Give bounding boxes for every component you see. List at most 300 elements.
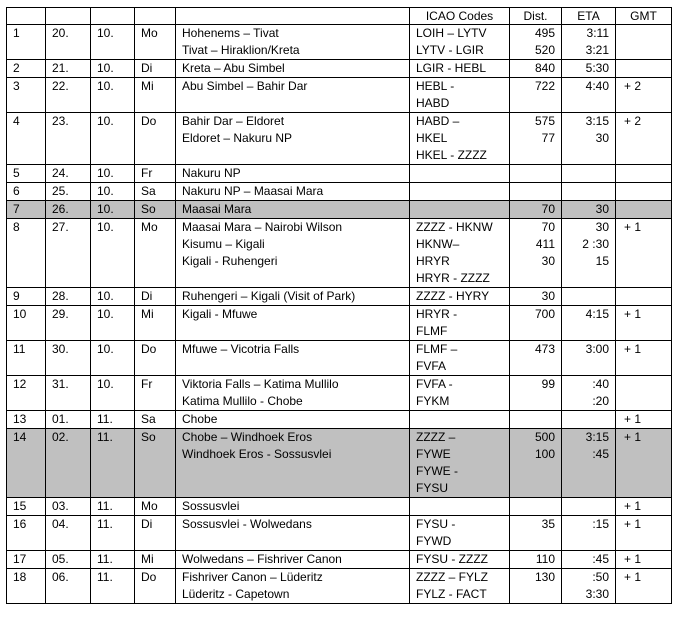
row-index-empty-line	[13, 95, 45, 112]
row-icao-line: ZZZZ – FYLZ	[416, 570, 488, 584]
row-route-line: Kigali - Ruhengeri	[182, 254, 278, 268]
row-icao-line: FYWE -	[416, 464, 458, 478]
row-dist-empty-line	[510, 183, 555, 200]
row-day-line: 25.	[52, 184, 69, 198]
row-index	[7, 288, 46, 306]
row-icao	[410, 25, 510, 60]
row-index-line: 3	[13, 79, 20, 93]
row-route	[176, 516, 410, 551]
row-month	[91, 498, 135, 516]
row-gmt	[616, 411, 672, 429]
row-gmt	[616, 376, 672, 411]
row-weekday-empty-line	[141, 393, 175, 410]
row-index	[7, 219, 46, 288]
table-body	[7, 25, 672, 604]
row-month-line: 10.	[97, 166, 114, 180]
row-icao-line: FYSU -	[416, 517, 456, 531]
row-weekday-line: Mi	[141, 307, 154, 321]
row-gmt	[616, 341, 672, 376]
row-dist-empty-line	[510, 498, 555, 515]
row-dist	[510, 341, 562, 376]
row-icao	[410, 113, 510, 165]
table-row	[7, 78, 672, 113]
row-eta-empty-line	[562, 480, 609, 497]
table-row	[7, 183, 672, 201]
row-day-line: 28.	[52, 289, 69, 303]
table-row	[7, 25, 672, 60]
row-day-line: 23.	[52, 114, 69, 128]
row-month-empty-line	[97, 480, 134, 497]
row-eta-line: :15	[592, 517, 609, 531]
row-index-line: 8	[13, 220, 20, 234]
row-dist-line: 70	[541, 202, 555, 216]
row-month-line: 10.	[97, 79, 114, 93]
row-day-empty-line	[52, 323, 90, 340]
row-route-line: Maasai Mara	[182, 202, 252, 216]
row-dist	[510, 516, 562, 551]
table-header-row	[7, 8, 672, 25]
row-icao-line: FVFA	[416, 359, 447, 373]
row-dist-line: 520	[534, 43, 555, 57]
row-month-line: 10.	[97, 307, 114, 321]
row-dist-line: 500	[534, 430, 555, 444]
row-icao-empty-line	[416, 183, 509, 200]
row-weekday-line: Do	[141, 570, 157, 584]
row-day	[46, 183, 91, 201]
row-eta	[562, 306, 616, 341]
row-day-line: 21.	[52, 61, 69, 75]
row-index-line: 6	[13, 184, 20, 198]
row-month-line: 11.	[97, 412, 113, 426]
row-icao-line: FYKM	[416, 394, 450, 408]
row-weekday	[135, 429, 176, 498]
row-dist-line: 77	[541, 131, 555, 145]
row-route-line: Lüderitz - Capetown	[182, 587, 290, 601]
row-weekday	[135, 516, 176, 551]
row-icao	[410, 376, 510, 411]
row-day-line: 26.	[52, 202, 69, 216]
row-icao	[410, 60, 510, 78]
row-gmt-empty-line	[624, 393, 671, 410]
row-icao-empty-line	[416, 165, 509, 182]
row-gmt-empty-line	[624, 25, 671, 42]
row-dist-line: 130	[534, 570, 555, 584]
row-gmt	[616, 551, 672, 569]
row-index	[7, 376, 46, 411]
row-month-empty-line	[97, 446, 134, 463]
row-dist-empty-line	[510, 411, 555, 428]
row-day	[46, 551, 91, 569]
row-index-line: 2	[13, 61, 20, 75]
row-route-line: Kigali - Mfuwe	[182, 307, 258, 321]
row-weekday-empty-line	[141, 253, 175, 270]
row-eta-line: :45	[592, 447, 609, 461]
row-weekday-empty-line	[141, 130, 175, 147]
row-day-empty-line	[52, 358, 90, 375]
row-dist	[510, 60, 562, 78]
row-gmt-line: + 1	[624, 499, 642, 513]
row-eta-line: :20	[592, 394, 609, 408]
row-gmt-line: + 2	[624, 79, 642, 93]
row-eta-line: 3:21	[585, 43, 609, 57]
row-weekday-empty-line	[141, 463, 175, 480]
row-gmt-empty-line	[624, 165, 671, 182]
row-icao	[410, 429, 510, 498]
row-index-empty-line	[13, 236, 45, 253]
row-gmt-line: + 1	[624, 517, 642, 531]
row-dist	[510, 376, 562, 411]
row-weekday-empty-line	[141, 533, 175, 550]
row-month	[91, 165, 135, 183]
row-day-empty-line	[52, 393, 90, 410]
row-day	[46, 288, 91, 306]
row-gmt	[616, 516, 672, 551]
row-month-empty-line	[97, 533, 134, 550]
row-gmt	[616, 25, 672, 60]
row-weekday-line: Di	[141, 289, 153, 303]
row-day	[46, 498, 91, 516]
row-month-line: 11.	[97, 430, 113, 444]
row-index-line: 18	[13, 570, 27, 584]
header-day	[46, 8, 91, 25]
row-day-empty-line	[52, 586, 90, 603]
row-route	[176, 60, 410, 78]
row-index	[7, 78, 46, 113]
row-day-line: 22.	[52, 79, 69, 93]
row-route-line: Eldoret – Nakuru NP	[182, 131, 293, 145]
row-gmt-line: + 1	[624, 412, 642, 426]
row-route-empty-line	[182, 533, 409, 550]
header-gmt: GMT	[616, 8, 672, 25]
row-icao-line: FYSU - ZZZZ	[416, 552, 488, 566]
row-month-empty-line	[97, 147, 134, 164]
header-route	[176, 8, 410, 25]
row-route	[176, 219, 410, 288]
row-index	[7, 25, 46, 60]
row-month-empty-line	[97, 42, 134, 59]
row-weekday-line: Mo	[141, 499, 158, 513]
row-month-line: 10.	[97, 184, 114, 198]
row-month-line: 10.	[97, 202, 114, 216]
row-month	[91, 219, 135, 288]
row-gmt	[616, 219, 672, 288]
row-eta	[562, 411, 616, 429]
row-dist-empty-line	[510, 358, 555, 375]
table-row	[7, 306, 672, 341]
row-index-empty-line	[13, 253, 45, 270]
row-route	[176, 429, 410, 498]
row-icao	[410, 219, 510, 288]
row-icao	[410, 341, 510, 376]
row-dist-empty-line	[510, 147, 555, 164]
row-gmt	[616, 113, 672, 165]
row-route-line: Bahir Dar – Eldoret	[182, 114, 285, 128]
row-month-empty-line	[97, 463, 134, 480]
row-dist-empty-line	[510, 95, 555, 112]
row-route-line: Kreta – Abu Simbel	[182, 61, 285, 75]
row-icao-line: HRYR - ZZZZ	[416, 271, 490, 285]
row-dist-line: 99	[541, 377, 555, 391]
row-month	[91, 429, 135, 498]
row-eta	[562, 219, 616, 288]
row-route-line: Sossusvlei	[182, 499, 240, 513]
row-day-empty-line	[52, 446, 90, 463]
row-eta-line: 4:40	[585, 79, 609, 93]
row-gmt-line: + 2	[624, 114, 642, 128]
row-gmt	[616, 498, 672, 516]
row-eta-empty-line	[562, 165, 609, 182]
row-index-empty-line	[13, 533, 45, 550]
row-day	[46, 516, 91, 551]
row-route-empty-line	[182, 358, 409, 375]
row-eta-empty-line	[562, 498, 609, 515]
row-eta	[562, 498, 616, 516]
row-dist-line: 70	[541, 220, 555, 234]
row-day	[46, 78, 91, 113]
row-route-line: Hohenems – Tivat	[182, 26, 279, 40]
row-icao-line: LYTV - LGIR	[416, 43, 484, 57]
row-gmt-empty-line	[624, 95, 671, 112]
table-row	[7, 201, 672, 219]
row-icao-line: FYLZ - FACT	[416, 587, 487, 601]
row-weekday-empty-line	[141, 358, 175, 375]
row-index-line: 14	[13, 430, 27, 444]
row-weekday-empty-line	[141, 446, 175, 463]
row-route-line: Wolwedans – Fishriver Canon	[182, 552, 342, 566]
row-route	[176, 498, 410, 516]
row-day-line: 20.	[52, 26, 69, 40]
row-month	[91, 376, 135, 411]
row-eta	[562, 78, 616, 113]
row-route-empty-line	[182, 95, 409, 112]
row-icao	[410, 498, 510, 516]
row-day-empty-line	[52, 463, 90, 480]
row-month	[91, 551, 135, 569]
row-weekday	[135, 376, 176, 411]
table-row	[7, 165, 672, 183]
header-icao: ICAO Codes	[410, 8, 510, 25]
row-eta	[562, 60, 616, 78]
row-gmt-empty-line	[624, 42, 671, 59]
row-icao	[410, 165, 510, 183]
row-month-line: 10.	[97, 26, 114, 40]
row-day-empty-line	[52, 480, 90, 497]
row-icao	[410, 183, 510, 201]
row-route-empty-line	[182, 463, 409, 480]
row-month-line: 11.	[97, 570, 113, 584]
row-route-line: Mfuwe – Vicotria Falls	[182, 342, 300, 356]
row-gmt-line: + 1	[624, 570, 642, 584]
row-eta-empty-line	[562, 463, 609, 480]
row-icao-empty-line	[416, 201, 509, 218]
row-eta-empty-line	[562, 288, 609, 305]
row-month	[91, 60, 135, 78]
row-dist-line: 840	[534, 61, 555, 75]
row-month	[91, 341, 135, 376]
row-gmt-empty-line	[624, 60, 671, 77]
row-eta	[562, 113, 616, 165]
row-weekday	[135, 113, 176, 165]
row-route-line: Tivat – Hiraklion/Kreta	[182, 43, 300, 57]
row-dist	[510, 78, 562, 113]
row-index-line: 12	[13, 377, 27, 391]
row-month	[91, 411, 135, 429]
row-month	[91, 78, 135, 113]
row-day-line: 02.	[52, 430, 69, 444]
row-route-line: Ruhengeri – Kigali (Visit of Park)	[182, 289, 356, 303]
row-day-empty-line	[52, 130, 90, 147]
row-route	[176, 341, 410, 376]
row-dist-line: 495	[534, 26, 555, 40]
row-route	[176, 201, 410, 219]
row-gmt	[616, 288, 672, 306]
row-month	[91, 201, 135, 219]
row-icao-line: HKNW–	[416, 237, 460, 251]
row-index-empty-line	[13, 130, 45, 147]
row-gmt-empty-line	[624, 586, 671, 603]
row-route	[176, 78, 410, 113]
row-weekday-line: Sa	[141, 184, 156, 198]
row-day	[46, 25, 91, 60]
row-eta-line: 2 :30	[582, 237, 609, 251]
row-weekday	[135, 306, 176, 341]
row-icao-empty-line	[416, 498, 509, 515]
row-month-empty-line	[97, 586, 134, 603]
row-gmt-empty-line	[624, 446, 671, 463]
row-index	[7, 551, 46, 569]
row-route	[176, 25, 410, 60]
row-weekday	[135, 25, 176, 60]
row-dist-line: 110	[535, 552, 555, 566]
row-route-empty-line	[182, 147, 409, 164]
row-gmt-line: + 1	[624, 307, 642, 321]
row-weekday-line: Di	[141, 61, 153, 75]
row-gmt-empty-line	[624, 253, 671, 270]
row-route-empty-line	[182, 270, 409, 287]
row-eta-line: :45	[592, 552, 609, 566]
row-dist-line: 700	[534, 307, 555, 321]
row-eta-line: :40	[592, 377, 609, 391]
row-weekday-empty-line	[141, 270, 175, 287]
row-day-line: 05.	[52, 552, 69, 566]
row-gmt-line: + 1	[624, 342, 642, 356]
row-gmt-empty-line	[624, 147, 671, 164]
row-icao	[410, 306, 510, 341]
row-weekday	[135, 201, 176, 219]
row-weekday-empty-line	[141, 147, 175, 164]
row-index-line: 9	[13, 289, 20, 303]
row-gmt	[616, 306, 672, 341]
row-gmt	[616, 569, 672, 604]
row-index-empty-line	[13, 323, 45, 340]
row-index-line: 10	[13, 307, 27, 321]
row-dist-line: 100	[534, 447, 555, 461]
row-icao	[410, 551, 510, 569]
row-dist-line: 30	[541, 289, 555, 303]
row-month	[91, 516, 135, 551]
row-route-empty-line	[182, 480, 409, 497]
row-route	[176, 183, 410, 201]
row-month-line: 10.	[97, 61, 114, 75]
row-icao-line: FLMF	[416, 324, 448, 338]
flight-schedule-table	[6, 7, 672, 604]
row-icao-line: ZZZZ - HYRY	[416, 289, 490, 303]
row-index	[7, 201, 46, 219]
header-month	[91, 8, 135, 25]
row-day-empty-line	[52, 42, 90, 59]
row-index-line: 17	[13, 552, 27, 566]
row-weekday	[135, 183, 176, 201]
row-route-line: Chobe	[182, 412, 218, 426]
row-weekday-empty-line	[141, 323, 175, 340]
row-day	[46, 165, 91, 183]
row-day	[46, 60, 91, 78]
row-eta-line: 3:15	[585, 114, 609, 128]
row-dist	[510, 569, 562, 604]
row-day	[46, 429, 91, 498]
row-icao-line: HRYR	[416, 254, 450, 268]
row-route-line: Katima Mullilo - Chobe	[182, 394, 303, 408]
row-route-line: Kisumu – Kigali	[182, 237, 265, 251]
row-month-empty-line	[97, 130, 134, 147]
row-index	[7, 183, 46, 201]
row-dist	[510, 113, 562, 165]
row-gmt-empty-line	[624, 323, 671, 340]
row-eta	[562, 569, 616, 604]
row-gmt-empty-line	[624, 463, 671, 480]
row-gmt-empty-line	[624, 201, 671, 218]
row-dist-empty-line	[510, 165, 555, 182]
row-month-line: 11.	[97, 517, 113, 531]
row-weekday-empty-line	[141, 42, 175, 59]
row-dist	[510, 25, 562, 60]
row-eta	[562, 201, 616, 219]
row-gmt	[616, 429, 672, 498]
row-index-line: 13	[13, 412, 27, 426]
table-row	[7, 429, 672, 498]
row-dist-line: 30	[541, 254, 555, 268]
row-route	[176, 288, 410, 306]
row-index-empty-line	[13, 358, 45, 375]
row-eta-empty-line	[562, 323, 609, 340]
row-eta-line: :50	[592, 570, 609, 584]
row-eta-line: 3:30	[585, 587, 609, 601]
row-day-line: 24.	[52, 166, 69, 180]
row-day	[46, 376, 91, 411]
row-weekday-line: So	[141, 202, 156, 216]
row-route	[176, 551, 410, 569]
row-route-line: Chobe – Windhoek Eros	[182, 430, 313, 444]
row-weekday-line: Fr	[141, 166, 153, 180]
row-index-line: 16	[13, 517, 27, 531]
row-day-line: 03.	[52, 499, 69, 513]
row-eta-line: 4:15	[585, 307, 609, 321]
row-day-empty-line	[52, 253, 90, 270]
row-eta-line: 3:11	[586, 26, 609, 40]
table-row	[7, 341, 672, 376]
row-index-line: 1	[13, 26, 20, 40]
row-month	[91, 25, 135, 60]
row-icao-line: HRYR -	[416, 307, 458, 321]
row-gmt-empty-line	[624, 236, 671, 253]
table-row	[7, 376, 672, 411]
row-eta-empty-line	[562, 411, 609, 428]
row-gmt-empty-line	[624, 130, 671, 147]
row-day-line: 01.	[52, 412, 69, 426]
row-month	[91, 183, 135, 201]
row-dist-empty-line	[510, 463, 555, 480]
row-index-empty-line	[13, 586, 45, 603]
